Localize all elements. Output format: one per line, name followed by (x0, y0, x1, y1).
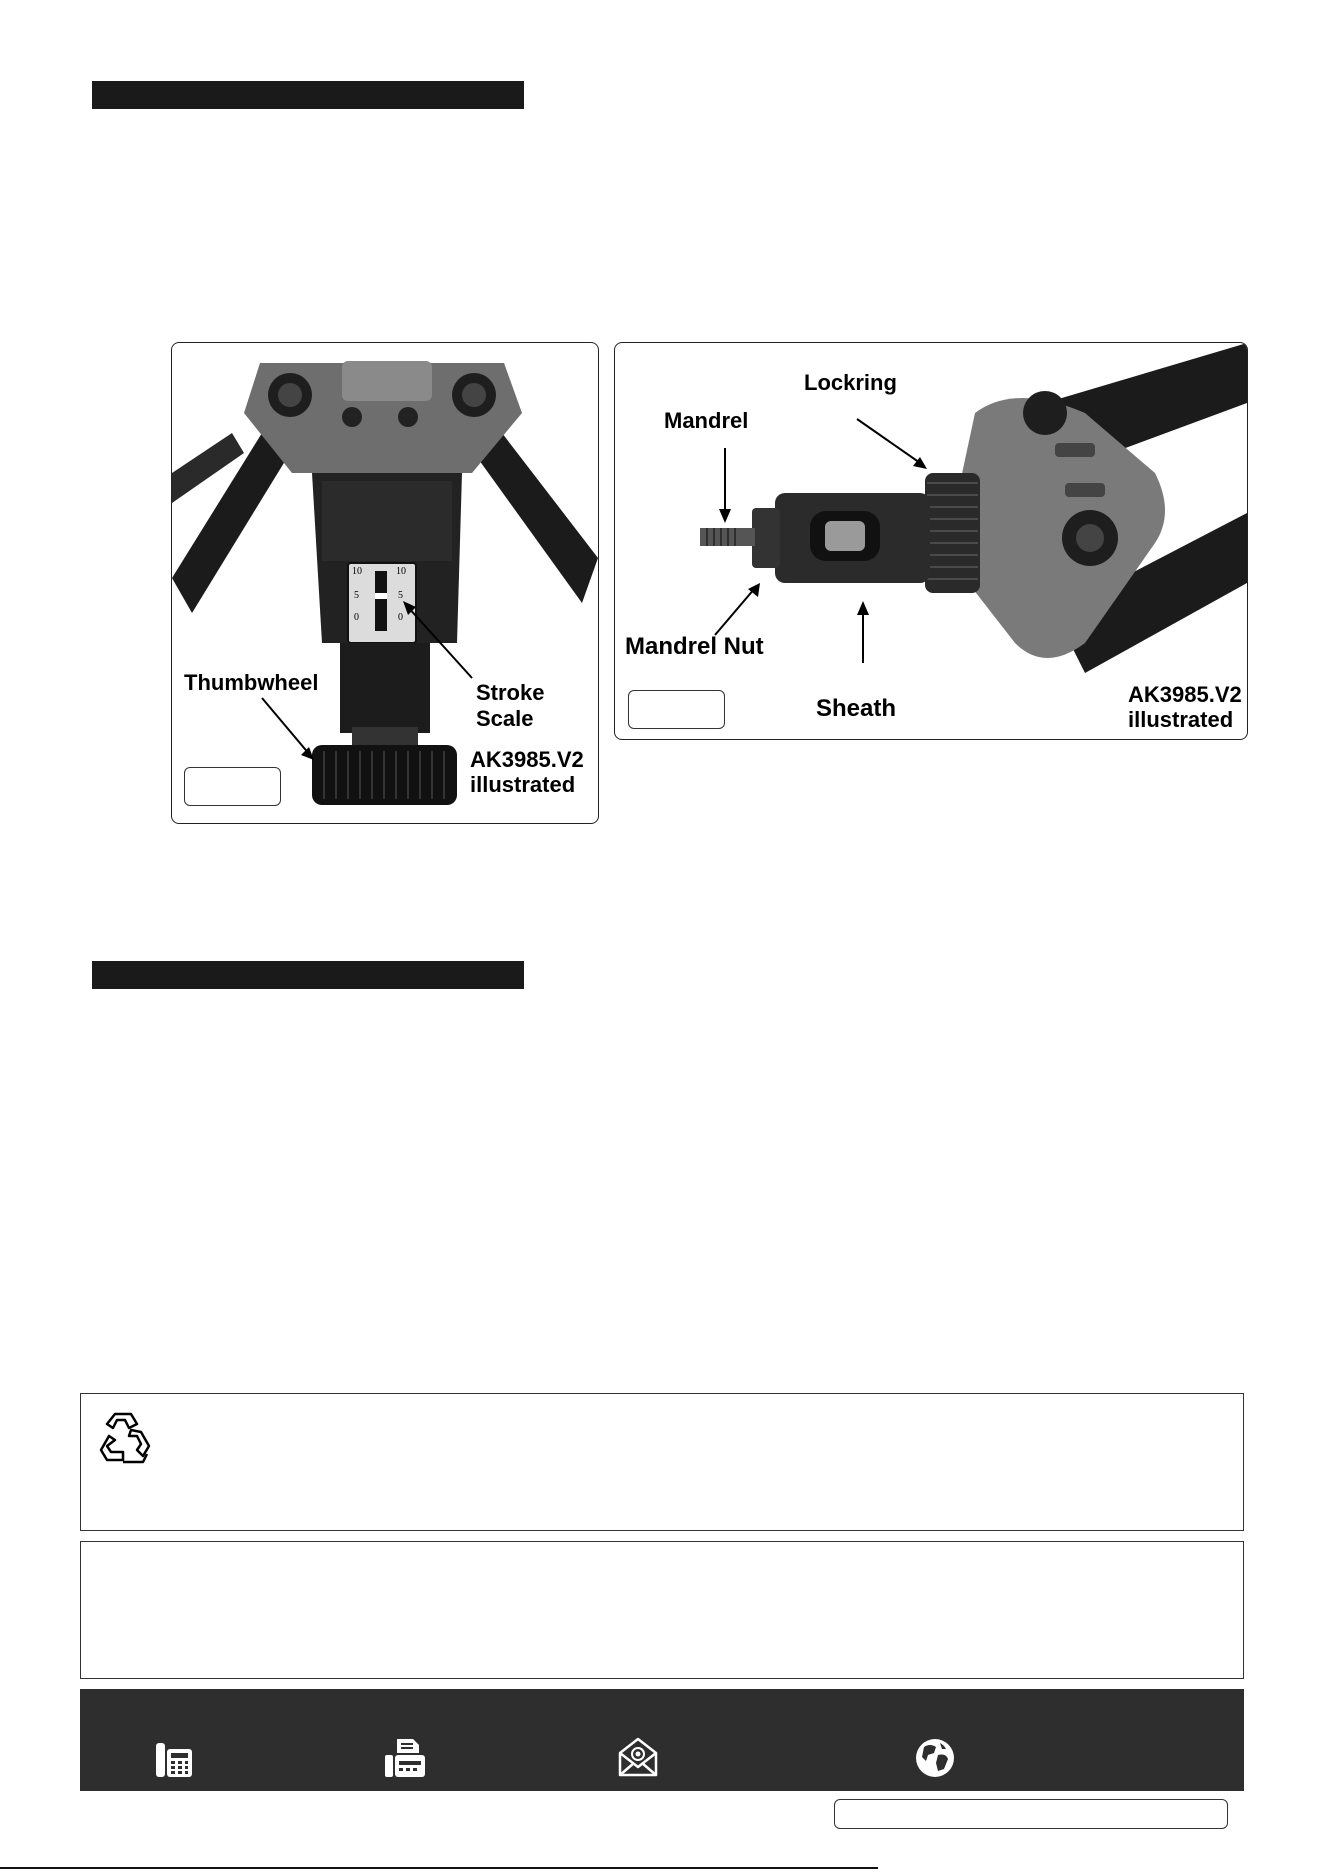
figure-number-box-right (628, 690, 725, 729)
document-reference-box (834, 1799, 1228, 1829)
figure-mandrel-photo (614, 342, 1248, 740)
label-sheath: Sheath (816, 695, 897, 722)
figure-number-box-left (184, 767, 281, 806)
globe-icon (914, 1737, 956, 1779)
scale-digit-left-5: 5 (354, 590, 359, 601)
label-model-left: AK3985.V2 illustrated (470, 747, 584, 797)
scale-digit-left-10: 10 (352, 566, 362, 577)
fax-icon (383, 1737, 427, 1779)
page-bottom-rule (0, 1867, 878, 1869)
environment-info-box (80, 1393, 1244, 1531)
label-mandrel-nut: Mandrel Nut (625, 633, 764, 660)
label-mandrel: Mandrel (664, 408, 749, 433)
phone-icon (154, 1739, 194, 1779)
contact-footer-bar (80, 1689, 1244, 1791)
recycle-icon (93, 1406, 159, 1472)
scale-digit-right-5: 5 (398, 590, 403, 601)
scale-digit-right-0: 0 (398, 612, 403, 623)
email-icon (616, 1735, 660, 1779)
note-box (80, 1541, 1244, 1679)
riveter-nose-illustration (615, 343, 1247, 739)
section-header-bar-2 (92, 961, 524, 989)
label-model-right: AK3985.V2 illustrated (1128, 682, 1242, 732)
scale-digit-left-0: 0 (354, 612, 359, 623)
label-stroke-scale: Stroke Scale (476, 680, 545, 731)
label-thumbwheel: Thumbwheel (184, 670, 319, 695)
section-header-bar-1 (92, 81, 524, 109)
scale-digit-right-10: 10 (396, 566, 406, 577)
label-lockring: Lockring (804, 370, 897, 395)
